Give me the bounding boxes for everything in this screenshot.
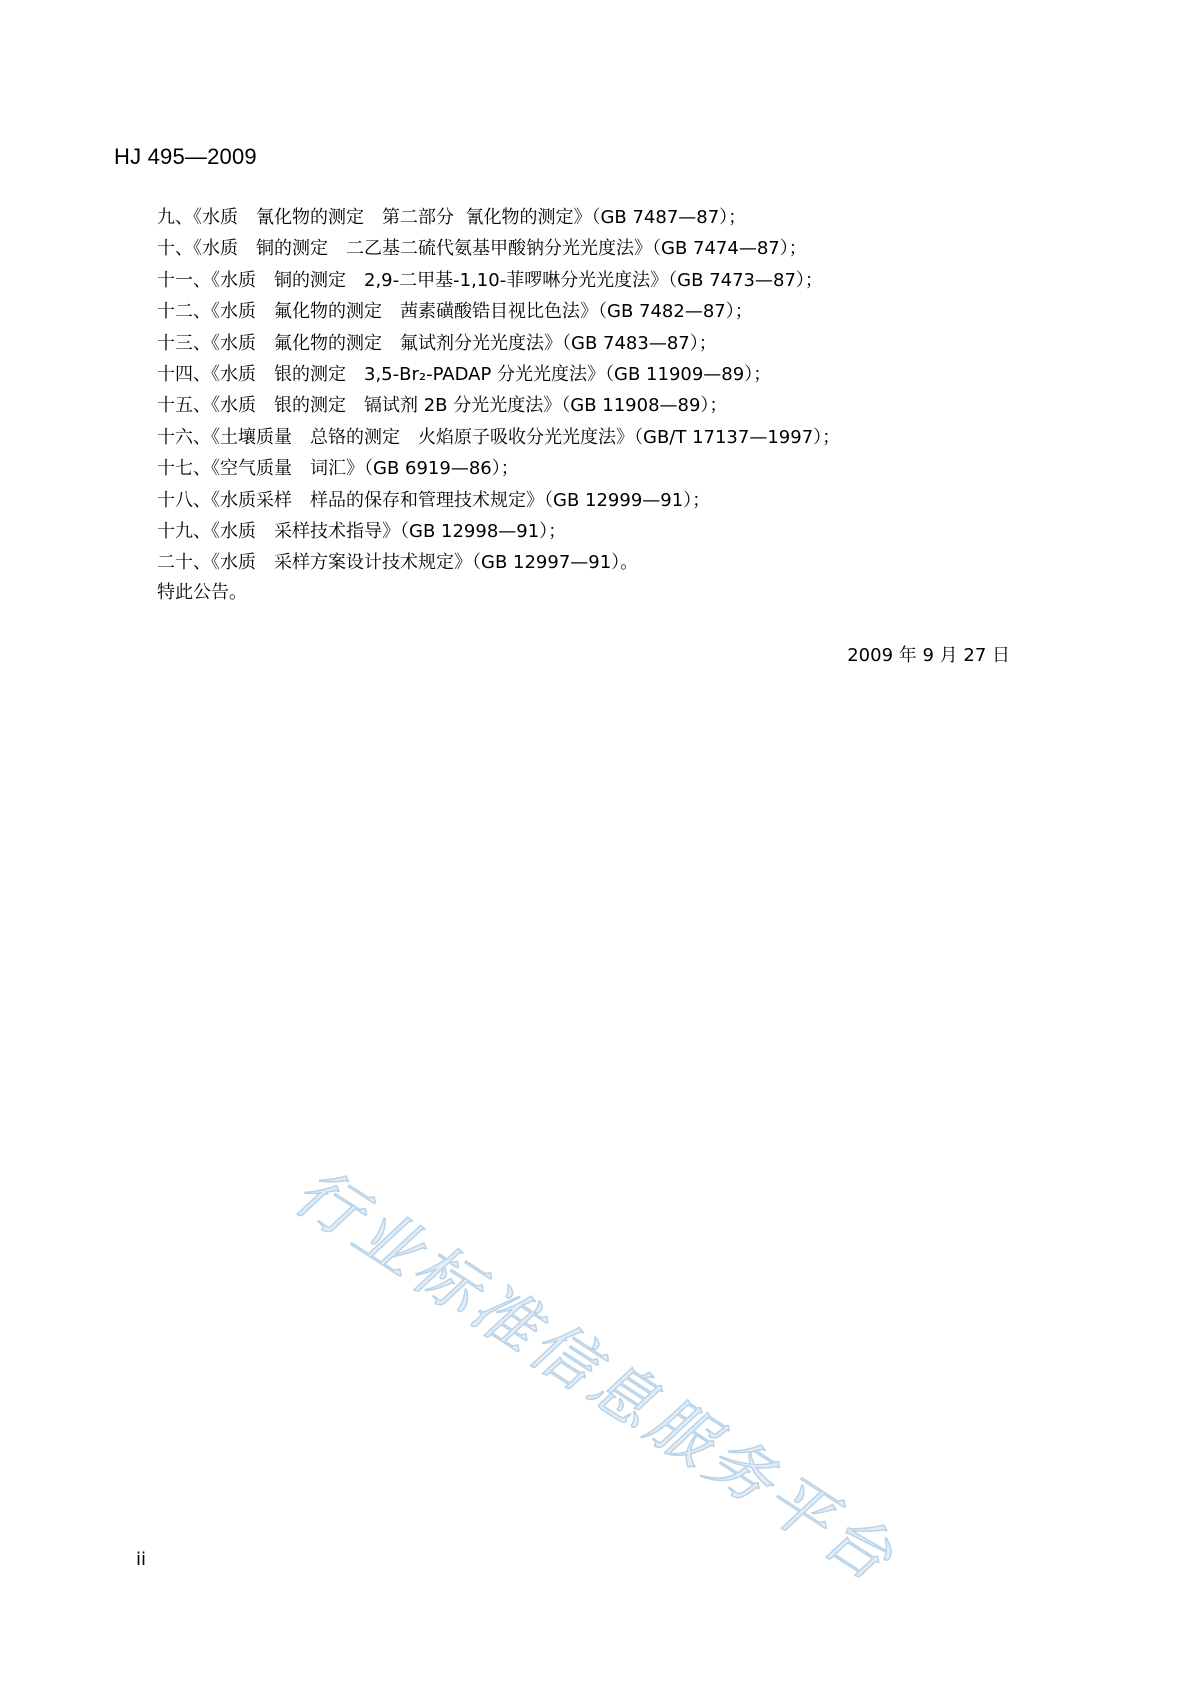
- list-item: 九、《水质 氰化物的测定 第二部分 氰化物的测定》（GB 7487—87）；: [157, 207, 747, 228]
- list-item: 十三、《水质 氟化物的测定 氟试剂分光光度法》（GB 7483—87）；: [157, 332, 717, 354]
- document-code: HJ 495—2009: [114, 144, 257, 169]
- notice-closing: 特此公告。: [157, 582, 247, 603]
- list-item: 二十、《水质 采样方案设计技术规定》（GB 12997—91）。: [157, 552, 639, 574]
- page-number: ii: [136, 1549, 147, 1570]
- list-item: 十九、《水质 采样技术指导》（GB 12998—91）；: [157, 520, 567, 542]
- list-item: 十七、《空气质量 词汇》（GB 6919—86）；: [157, 458, 519, 480]
- list-item: 十、《水质 铜的测定 二乙基二硫代氨基甲酸钠分光光度法》（GB 7474—87）；: [157, 238, 807, 260]
- watermark: 行业标准信息服务平台: [281, 1155, 909, 1599]
- list-item: 十八、《水质采样 样品的保存和管理技术规定》（GB 12999—91）；: [157, 489, 711, 511]
- list-item: 十五、《水质 银的测定 镉试剂 2B 分光光度法》（GB 11908—89）；: [157, 395, 728, 417]
- list-item: 十二、《水质 氟化物的测定 茜素磺酸锆目视比色法》（GB 7482—87）；: [157, 301, 753, 323]
- list-item: 十六、《土壤质量 总铬的测定 火焰原子吸收分光光度法》（GB/T 17137—1997）；: [157, 426, 841, 448]
- standards-list: [157, 202, 840, 579]
- list-item: 十四、《水质 银的测定 3,5-Br₂-PADAP 分光光度法》（GB 11909—89）；: [157, 363, 772, 385]
- list-item: 十一、《水质 铜的测定 2,9-二甲基-1,10-菲啰啉分光光度法》（GB 7473—87）；: [157, 269, 823, 291]
- announcement-date: 2009 年 9 月 27 日: [847, 645, 1010, 666]
